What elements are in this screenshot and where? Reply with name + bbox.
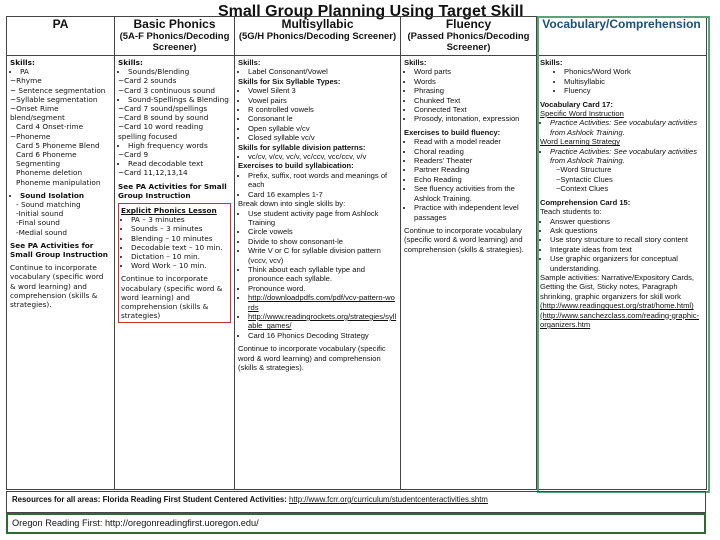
list-item: • Partner Reading [414,165,533,174]
multi-six-types: Skills for Six Syllable Types: [238,76,341,86]
list-item: • Answer questions [550,217,703,226]
list-item: ~Context Clues [556,184,609,194]
sanchezclass-link[interactable]: (http://www.sanchezclass.com/reading-graphic-organizers.htm [540,310,700,329]
list-item: • Practice Activities: See vocabulary activities from Ashlock Training. [550,118,703,137]
resources-source: Florida Reading First Student Centered Activities: [102,495,287,504]
header-fluency-sub: (Passed Phonics/Decoding Screener) [407,31,530,53]
list-item: • Prosody, intonation, expression [414,114,533,123]
list-item: - Sound matching [16,200,81,210]
list-item: • Vowel Silent 3 [248,86,397,95]
multi-breakdown: Break down into single skills by: [238,199,346,209]
list-item: • Use graphic organizers for conceptual understanding. [550,254,703,273]
list-item: ~Onset Rime blend/segment [10,104,65,123]
header-multi [235,17,401,56]
list-item: • Use story structure to recall story content [550,235,703,244]
basic-continue-note: Continue to incorporate vocabulary (specific word & word learning) and comprehension (skills & strategies) [121,274,223,321]
list-item: • Think about each syllable type and pronounce each syllable. [248,265,397,284]
header-fluency-title: Fluency [445,17,492,31]
list-item: ~Rhyme [10,76,42,86]
list-item: ~Card 7 sound/spellings [118,104,208,114]
list-item: ~Card 3 continuous sound [118,85,216,95]
list-item: • Words [414,77,533,86]
list-item: • PA – 3 minutes [131,215,228,224]
list-item: • See fluency activities from the Ashlock Training. [414,184,533,203]
list-item: • Integrate ideas from text [550,245,703,254]
header-vocab-title: Vocabulary/Comprehension [542,17,701,31]
list-item: ~Word Structure [556,165,612,175]
list-item: -Medial sound [16,227,68,237]
list-item: ~Syntactic Clues [556,174,613,184]
phonics-lesson-box [118,203,231,323]
header-basic-title: Basic Phonics [133,17,216,31]
basic-column [115,56,235,490]
readingquest-link[interactable]: (http://www.readingquest.org/strat/home.html) [540,301,694,311]
list-item: • Divide to show consonant-le [248,237,397,246]
vocab-card17: Vocabulary Card 17: [540,99,613,109]
list-item: • High frequency words [128,141,231,150]
list-item: • Vowel pairs [248,96,397,105]
list-item: • Open syllable v/cv [248,124,397,133]
list-item: ~Card 9 [118,150,149,160]
list-item: • Blending – 10 minutes [131,234,228,243]
vocab-teach: Teach students to: [540,207,602,217]
planning-grid [6,16,707,490]
list-item: • Phrasing [414,86,533,95]
list-item: -Initial sound [16,209,64,219]
list-item: • Use student activity page from Ashlock Training [248,209,397,228]
reading-rockets-link[interactable]: • http://www.readingrockets.org/strategies/syllable_games/ [248,312,397,331]
resources-bar [6,491,706,513]
list-item: • Sounds/Blending [128,67,231,76]
list-item: spelling focused [118,131,178,141]
header-fluency [401,17,537,56]
list-item: • Write V or C for syllable division pattern (vccv, vcv) [248,246,397,265]
list-item: • Word Work – 10 min. [131,261,228,270]
header-basic-sub: (5A-F Phonics/Decoding Screener) [119,31,230,53]
pa-see-activities: See PA Activities for Small Group Instruction [10,240,108,260]
resources-label: Resources for all areas: [12,495,101,504]
list-item: • R controlled vowels [248,105,397,114]
list-item: ~Card 8 sound by sound [118,113,209,123]
list-item: • Choral reading [414,147,533,156]
header-pa-title: PA [52,17,69,31]
page-title: Small Group Planning Using Target Skill [218,3,524,20]
fluency-skills-label: Skills: [404,58,427,67]
list-item: • Readers' Theater [414,156,533,165]
list-item: • Dictation – 10 min. [131,252,228,261]
lesson-title: Explicit Phonics Lesson [121,206,217,216]
basic-see-activities: See PA Activities for Small Group Instruction [118,181,227,200]
list-item: • Read decodable text [128,159,231,168]
list-item: ~Card 10 word reading [118,122,204,132]
list-item: • Card 16 examples 1-7 [248,190,397,199]
list-item: • Practice Activities: See vocabulary activities from Ashlock Training. [550,147,703,166]
fluency-continue-note: Continue to incorporate vocabulary (specific word & word learning) and comprehension (skills & strategies). [404,225,524,254]
list-item: Phoneme manipulation [16,177,101,187]
list-item: • Chunked Text [414,96,533,105]
list-item: • PA [20,67,111,76]
multi-exercises: Exercises to build syllabication: [238,161,354,171]
pa-sound-isolation: • Sound Isolation [20,191,111,200]
header-multi-title: Multisyllabic [281,17,354,31]
vocab-card15: Comprehension Card 15: [540,197,631,207]
header-pa [7,17,115,56]
list-item: • Sounds – 3 minutes [131,224,228,233]
footer-bar [6,513,706,534]
list-item: • Read with a model reader [414,137,533,146]
fluency-exercises: Exercises to build fluency: [404,127,501,137]
header-basic [115,17,235,56]
basic-skills-label: Skills: [118,58,143,67]
list-item: • Closed syllable vc/v [248,133,397,142]
list-item: Phoneme deletion [16,168,83,178]
vocab-specific: Specific Word Instruction [540,109,624,119]
list-item: • Pronounce word. [248,284,397,293]
list-item: ~Syllable segmentation [10,94,98,104]
list-item: ~Card 11,12,13,14 [118,168,188,178]
list-item: • Circle vowels [248,227,397,236]
list-item: • vc/cv, v/cv, vc/v, vc/ccv, vcc/ccv, v/v [248,152,397,161]
vocab-word-learning: Word Learning Strategy [540,137,621,147]
list-item: • Sound-Spellings & Blending [128,95,231,104]
list-item: • Consonant le [248,114,397,123]
list-item: Card 4 Onset-rime [16,122,84,132]
multi-continue-note: Continue to incorporate vocabulary (specific word & word learning) and comprehension (skills & strategies). [238,344,386,372]
pa-continue-note: Continue to incorporate vocabulary (specific word & word learning) and comprehension (skills & strategies). [10,263,104,310]
list-item: ~ Sentence segmentation [10,85,106,95]
list-item: • Multisyllabic [564,77,703,86]
fluency-column [401,56,537,490]
list-item: • Ask questions [550,226,703,235]
footer-text: Oregon Reading First: http://oregonreadingfirst.uoregon.edu/ [12,518,259,528]
list-item: • Fluency [564,86,703,95]
list-item: Card 6 Phoneme Segmenting [16,150,77,169]
list-item: • Label Consonant/Vowel [248,67,397,76]
vocab-samples: Sample activities: Narrative/Expository Cards, Getting the Gist, Sticky notes, Paragraph shrinking, graphic organizers for skill work [540,272,695,301]
header-multi-sub: (5G/H Phonics/Decoding Screener) [238,31,397,42]
list-item: • Phonics/Word Work [564,67,703,76]
pa-column [7,56,115,490]
list-item: • Prefix, suffix, root words and meanings of each [248,171,397,190]
list-item: • Card 16 Phonics Decoding Strategy [248,331,397,340]
multi-skills-label: Skills: [238,58,261,67]
list-item: Card 5 Phoneme Blend [16,140,100,150]
multi-division: Skills for syllable division patterns: [238,142,366,152]
pdf-link[interactable]: • http://downloadpdfs.com/pdf/vcv-pattern-words [248,293,397,312]
vocab-skills-label: Skills: [540,58,563,67]
list-item: • Connected Text [414,105,533,114]
vocab-column [537,56,707,490]
multi-column [235,56,401,490]
list-item: • Echo Reading [414,175,533,184]
fcrr-link[interactable]: http://www.fcrr.org/curriculum/studentcenteractivities.shtm [289,495,488,504]
list-item: -Final sound [16,218,60,228]
list-item: • Decodable text – 10 min. [131,243,228,252]
list-item: ~Phoneme [10,131,51,141]
header-vocab [537,17,707,56]
list-item: • Practice with independent level passages [414,203,533,222]
pa-skills-label: Skills: [10,58,35,67]
list-item: ~Card 2 sounds [118,76,177,86]
list-item: • Word parts [414,67,533,76]
